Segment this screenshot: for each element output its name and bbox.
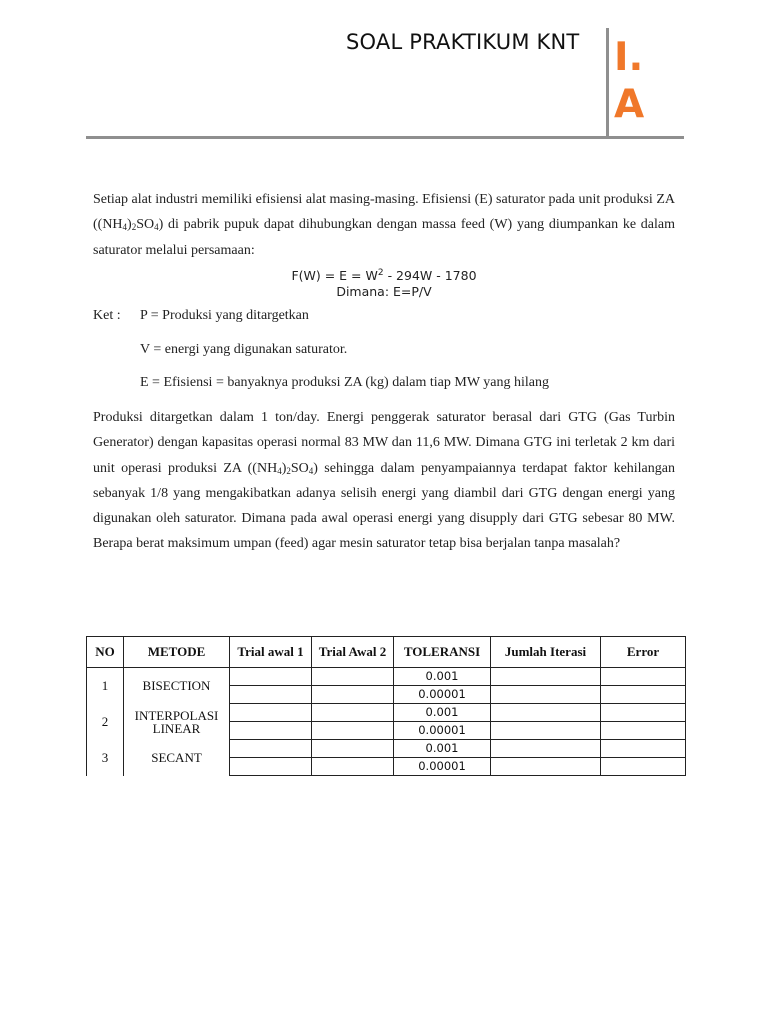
cell-trial-2 bbox=[312, 758, 394, 776]
cell-error bbox=[601, 758, 686, 776]
cell-trial-2 bbox=[312, 704, 394, 722]
ket-item-p: P = Produksi yang ditargetkan bbox=[140, 308, 309, 323]
cell-error bbox=[601, 722, 686, 740]
intro-text-3: SO bbox=[136, 217, 155, 233]
header-error: Error bbox=[601, 637, 686, 668]
body-text-2: ) bbox=[281, 460, 287, 476]
equation bbox=[93, 268, 675, 283]
intro-text-2: ) bbox=[127, 217, 132, 233]
header-metode: METODE bbox=[124, 637, 230, 668]
body-sub-3: 4 bbox=[308, 465, 314, 476]
cell-error bbox=[601, 740, 686, 758]
cell-trial-2 bbox=[312, 668, 394, 686]
row-metode: BISECTION bbox=[124, 668, 230, 704]
cell-toleransi: 0.001 bbox=[394, 740, 491, 758]
intro-sub-2: 2 bbox=[131, 222, 137, 233]
cell-trial-2 bbox=[312, 686, 394, 704]
cell-error bbox=[601, 686, 686, 704]
cell-iterasi bbox=[491, 740, 601, 758]
header-trial-awal-2: Trial Awal 2 bbox=[312, 637, 394, 668]
equation-rhs: - 294W - 1780 bbox=[383, 268, 477, 283]
body-text-3: SO bbox=[290, 460, 309, 476]
cell-toleransi: 0.001 bbox=[394, 704, 491, 722]
header-jumlah-iterasi: Jumlah Iterasi bbox=[491, 637, 601, 668]
header-trial-awal-1: Trial awal 1 bbox=[230, 637, 312, 668]
ket-item-e: E = Efisiensi = banyaknya produksi ZA (kg) dalam tiap MW yang hilang bbox=[140, 375, 550, 390]
cell-trial-2 bbox=[312, 722, 394, 740]
cell-trial-1 bbox=[230, 668, 312, 686]
body-text-4: ) sehingga dalam penyampaiannya terdapat faktor kehilangan sebanyak 1/8 yang mengakibatkan adanya selisih energi yang diambil dari GTG dengan energi yang digunakan oleh saturator. Dimana pada awal operasi energi yang disupply dari GTG sebesar 80 MW. Berapa berat maksimum umpan (feed) agar mesin saturator tetap bisa berjalan tanpa masalah? bbox=[93, 460, 675, 552]
header-no: NO bbox=[87, 637, 124, 668]
ket-label: Ket : bbox=[93, 308, 121, 323]
cell-trial-1 bbox=[230, 704, 312, 722]
cell-toleransi: 0.001 bbox=[394, 668, 491, 686]
header-divider-vertical bbox=[606, 28, 609, 138]
row-no: 2 bbox=[87, 704, 124, 740]
cell-error bbox=[601, 668, 686, 686]
results-table bbox=[86, 636, 686, 776]
section-code bbox=[614, 34, 644, 128]
row-no: 1 bbox=[87, 668, 124, 704]
intro-text-4: ) di pabrik pupuk dapat dihubungkan dengan massa feed (W) yang diumpankan ke dalam saturator melalui persamaan: bbox=[93, 217, 675, 258]
section-code-line1: I. bbox=[614, 35, 644, 80]
cell-trial-1 bbox=[230, 722, 312, 740]
cell-toleransi: 0.00001 bbox=[394, 722, 491, 740]
problem-paragraph bbox=[93, 405, 675, 557]
cell-trial-1 bbox=[230, 686, 312, 704]
cell-iterasi bbox=[491, 722, 601, 740]
equation-lhs: F(W) = E = W bbox=[291, 268, 378, 283]
cell-iterasi bbox=[491, 704, 601, 722]
cell-trial-2 bbox=[312, 740, 394, 758]
header-divider-horizontal bbox=[86, 136, 684, 139]
cell-trial-1 bbox=[230, 758, 312, 776]
table-row bbox=[87, 740, 686, 758]
ket-item-v: V = energi yang digunakan saturator. bbox=[140, 342, 348, 357]
intro-paragraph bbox=[93, 187, 675, 263]
cell-trial-1 bbox=[230, 740, 312, 758]
intro-sub-1: 4 bbox=[122, 222, 128, 233]
page-title: SOAL PRAKTIKUM KNT bbox=[346, 30, 580, 54]
equation-note: Dimana: E=P/V bbox=[336, 284, 432, 299]
row-no: 3 bbox=[87, 740, 124, 776]
cell-iterasi bbox=[491, 758, 601, 776]
header-toleransi: TOLERANSI bbox=[394, 637, 491, 668]
cell-error bbox=[601, 704, 686, 722]
row-metode: SECANT bbox=[124, 740, 230, 776]
body-sub-1: 4 bbox=[277, 465, 282, 476]
cell-iterasi bbox=[491, 686, 601, 704]
cell-iterasi bbox=[491, 668, 601, 686]
table-row bbox=[87, 704, 686, 722]
cell-toleransi: 0.00001 bbox=[394, 758, 491, 776]
body-text-1: Produksi ditargetkan dalam 1 ton/day. Energi penggerak saturator berasal dari GTG (Gas Turbin Generator) dengan kapasitas operasi normal 83 MW dan 11,6 MW. Dimana GTG ini terletak 2 km dari unit operasi produksi ZA ((NH bbox=[93, 410, 675, 476]
section-code-line2: A bbox=[614, 82, 645, 127]
body-sub-2: 2 bbox=[286, 465, 291, 476]
intro-text-1: Setiap alat industri memiliki efisiensi alat masing-masing. Efisiensi (E) saturator pada unit produksi ZA ((NH bbox=[93, 192, 675, 233]
cell-toleransi: 0.00001 bbox=[394, 686, 491, 704]
intro-sub-3: 4 bbox=[154, 222, 159, 233]
row-metode: INTERPOLASI LINEAR bbox=[124, 704, 230, 740]
table-header-row bbox=[87, 637, 686, 668]
table-row bbox=[87, 668, 686, 686]
equation-exponent: 2 bbox=[377, 268, 384, 278]
